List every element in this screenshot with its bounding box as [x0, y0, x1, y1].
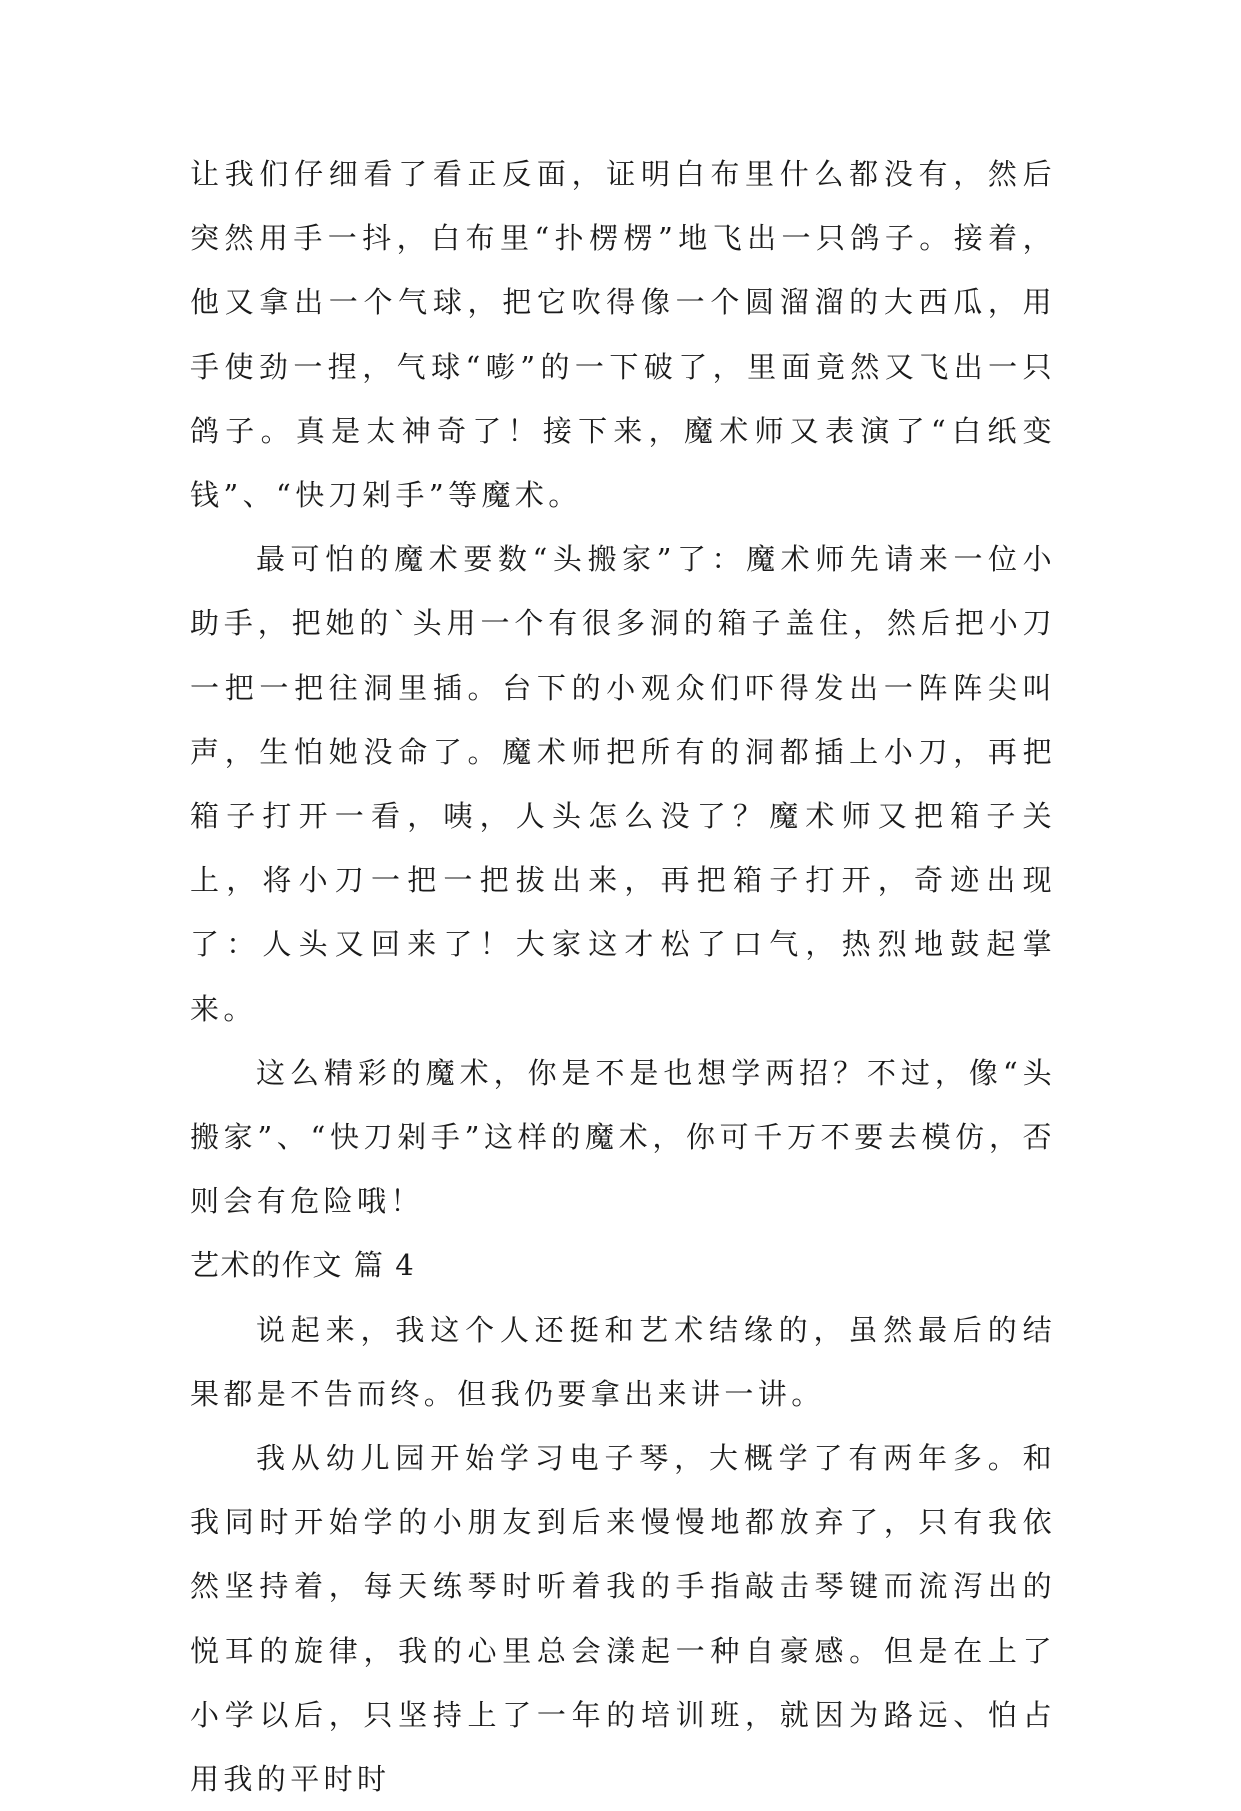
paragraph-magic-pigeons: 让我们仔细看了看正反面，证明白布里什么都没有，然后突然用手一抖，白布里“扑楞楞”地飞出一只鸽子。接着，他又拿出一个气球，把它吹得像一个圆溜溜的大西瓜，用手使劲一捏，气球“嘭”的一下破了，里面竟然又飞出一只鸽子。真是太神奇了！接下来，魔术师又表演了“白纸变钱”、“快刀剁手”等魔术。	[190, 157, 1056, 513]
section-title: 艺术的作文 篇 4	[190, 1248, 416, 1283]
paragraph-head-moving-trick: 最可怕的魔术要数“头搬家”了：魔术师先请来一位小助手，把她的`头用一个有很多洞的箱子盖住，然后把小刀一把一把往洞里插。台下的小观众们吓得发出一阵阵尖叫声，生怕她没命了。魔术师把所有的洞都插上小刀，再把箱子打开一看，咦，人头怎么没了？魔术师又把箱子关上，将小刀一把一把拔出来，再把箱子打开，奇迹出现了：人头又回来了！大家这才松了口气，热烈地鼓起掌来。	[190, 542, 1056, 1026]
paragraph-warning: 这么精彩的魔术，你是不是也想学两招？不过，像“头搬家”、“快刀剁手”这样的魔术，你可千万不要去模仿，否则会有危险哦！	[190, 1055, 1056, 1219]
document-body	[190, 142, 1056, 1811]
paragraph-electronic-keyboard: 我从幼儿园开始学习电子琴，大概学了有两年多。和我同时开始学的小朋友到后来慢慢地都放弃了，只有我依然坚持着，每天练琴时听着我的手指敲击琴键而流泻出的悦耳的旋律，我的心里总会漾起一种自豪感。但是在上了小学以后，只坚持上了一年的培训班，就因为路远、怕占用我的平时时	[190, 1441, 1056, 1797]
paragraph-art-intro: 说起来，我这个人还挺和艺术结缘的，虽然最后的结果都是不告而终。但我仍要拿出来讲一讲。	[190, 1312, 1056, 1411]
